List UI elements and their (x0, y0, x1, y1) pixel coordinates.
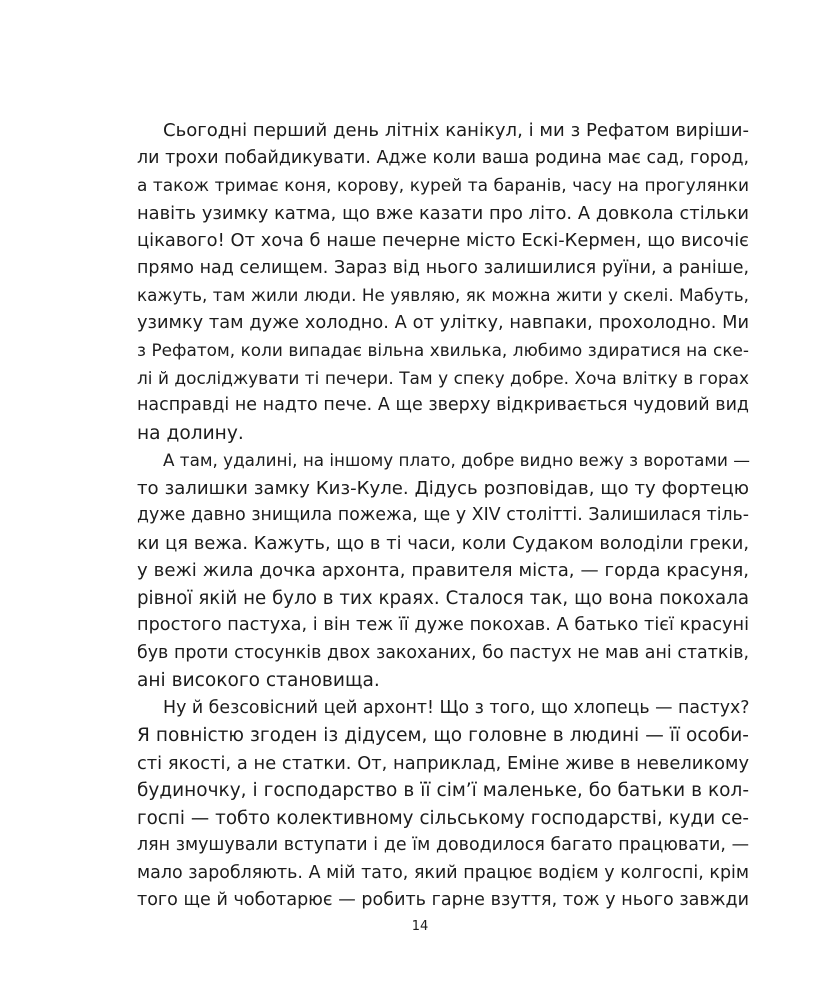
text-line: навіть узимку катма, що вже казати про літо. А довкола стільки (137, 202, 749, 224)
text-line: ані високого становища. (137, 670, 380, 691)
text-line: госпі — тобто колективному сільському господарстві, куди се- (137, 807, 749, 829)
text-line: узимку там дуже холодно. А от улітку, навпаки, прохолодно. Ми (137, 312, 749, 333)
page-number: 14 (411, 919, 429, 934)
text-line: простого пастуха, і він теж її дуже покохав. А батько тієї красуні (137, 615, 749, 635)
text-line: у вежі жила дочка архонта, правителя міста, — горда красуня, (137, 560, 749, 581)
text-line: будиночку, і господарство в її сім’ї маленьке, бо батьки в кол- (137, 780, 749, 801)
text-line: А там, удалині, на іншому плато, добре видно вежу з воротами — (163, 450, 751, 470)
text-line: ли трохи побайдикувати. Адже коли ваша родина має сад, город, (137, 147, 749, 168)
text-line: Сьогодні перший день літніх канікул, і ми з Рефатом виріши- (163, 120, 749, 141)
text-line: на долину. (137, 422, 244, 444)
text-line: Я повністю згоден із дідусем, що головне в людині — її особи- (137, 725, 749, 746)
text-line: а також тримає коня, корову, курей та баранів, часу на прогулянки (137, 175, 749, 195)
text-line: дуже давно знищила пожежа, ще у XIV столітті. Залишилася тіль- (137, 505, 749, 525)
text-line: кажуть, там жили люди. Не уявляю, як можна жити у скелі. Мабуть, (137, 285, 749, 305)
text-line: того ще й чоботарює — робить гарне взуття, тож у нього завжди (137, 890, 749, 910)
text-line: сті якості, а не статки. От, наприклад, Еміне живе в невеликому (137, 752, 749, 774)
text-line: прямо над селищем. Зараз від нього залишилися руїни, а раніше, (137, 257, 749, 278)
text-line: насправді не надто пече. А ще зверху відкривається чудовий вид (137, 395, 749, 415)
text-line: цікавого! От хоча б наше печерне місто Ескі-Кермен, що височіє (137, 230, 749, 251)
text-line: рівної якій не було в тих краях. Сталося так, що вона покохала (137, 587, 749, 609)
text-line: Ну й безсовісний цей архонт! Що з того, що хлопець — пастух? (163, 697, 750, 718)
text-line: з Рефатом, коли випадає вільна хвилька, любимо здиратися на ске- (137, 340, 749, 360)
text-line: то залишки замку Киз-Куле. Дідусь розповідав, що ту фортецю (137, 477, 749, 499)
text-line: лі й досліджувати ті печери. Там у спеку добре. Хоча влітку в горах (137, 367, 749, 388)
text-line: ки ця вежа. Кажуть, що в ті часи, коли Судаком володіли греки, (137, 532, 749, 554)
body-text (137, 117, 749, 915)
text-line: був проти стосунків двох закоханих, бо пастух не мав ані статків, (137, 642, 749, 663)
text-line: мало заробляють. А мій тато, який працює водієм у колгоспі, крім (137, 862, 749, 883)
text-line: лян змушували вступати і де їм доводилося багато працювати, — (137, 835, 749, 855)
